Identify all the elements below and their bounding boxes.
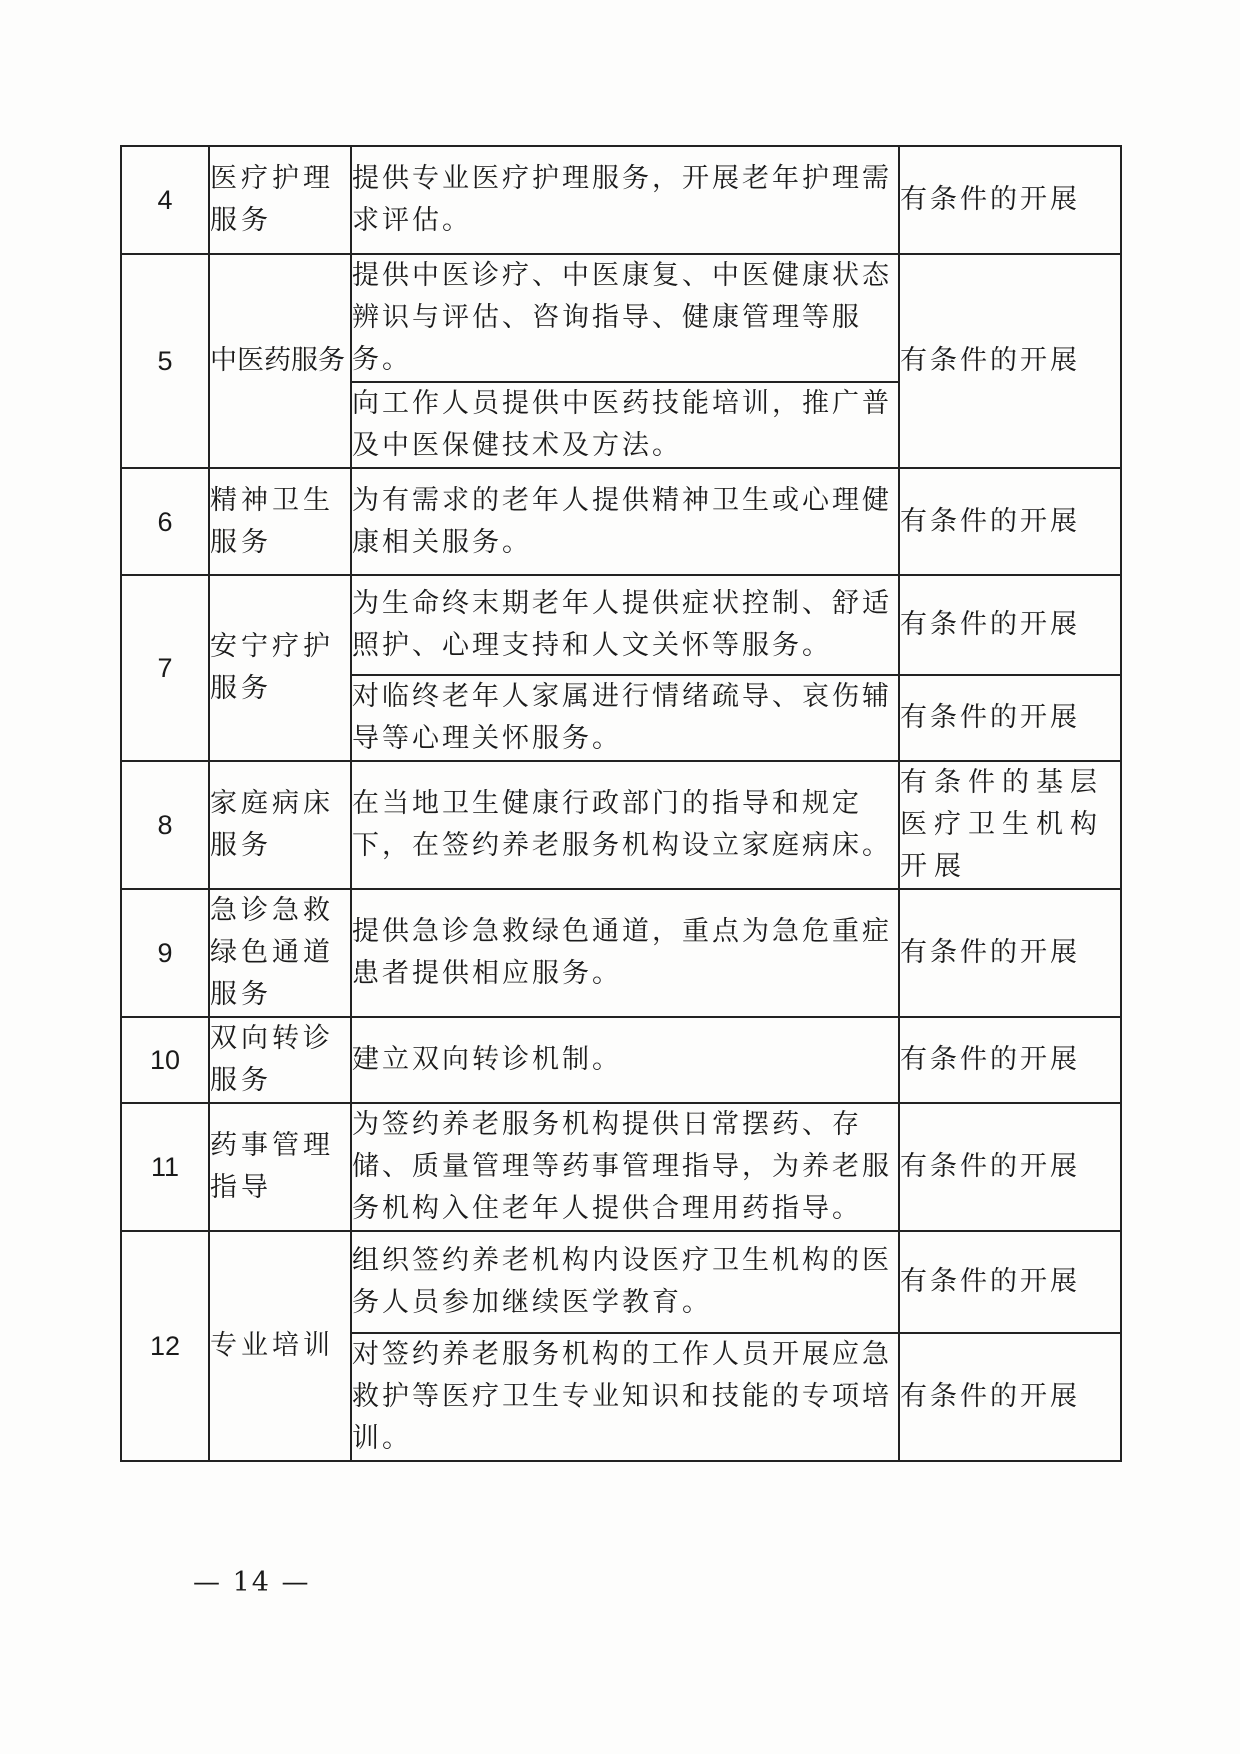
service-table — [120, 145, 1122, 1462]
row-number: 10 — [121, 1017, 209, 1103]
row-number: 6 — [121, 468, 209, 575]
service-content: 为有需求的老年人提供精神卫生或心理健康相关服务。 — [351, 468, 899, 575]
service-content: 在当地卫生健康行政部门的指导和规定下，在签约养老服务机构设立家庭病床。 — [351, 761, 899, 889]
service-content: 组织签约养老机构内设医疗卫生机构的医务人员参加继续医学教育。 — [351, 1231, 899, 1333]
row-number: 8 — [121, 761, 209, 889]
service-content: 对签约养老服务机构的工作人员开展应急救护等医疗卫生专业知识和技能的专项培训。 — [351, 1333, 899, 1461]
table-row — [121, 468, 1121, 575]
service-name: 医疗护理服务 — [209, 146, 351, 254]
page-number: — 14 — — [193, 1567, 311, 1598]
table-row — [121, 1017, 1121, 1103]
service-content: 提供中医诊疗、中医康复、中医健康状态辨识与评估、咨询指导、健康管理等服务。 — [351, 254, 899, 382]
row-number: 11 — [121, 1103, 209, 1231]
service-condition: 有条件的开展 — [899, 575, 1121, 675]
table-row — [121, 254, 1121, 382]
row-number: 4 — [121, 146, 209, 254]
service-content: 向工作人员提供中医药技能培训，推广普及中医保健技术及方法。 — [351, 382, 899, 468]
service-name: 中医药服务 — [209, 254, 351, 468]
service-name: 双向转诊服务 — [209, 1017, 351, 1103]
service-condition: 有条件的开展 — [899, 146, 1121, 254]
service-condition: 有条件的开展 — [899, 1231, 1121, 1333]
service-condition: 有条件的基层医疗卫生机构开展 — [899, 761, 1121, 889]
service-name: 精神卫生服务 — [209, 468, 351, 575]
service-condition: 有条件的开展 — [899, 675, 1121, 761]
table-row — [121, 146, 1121, 254]
service-name: 药事管理指导 — [209, 1103, 351, 1231]
service-condition: 有条件的开展 — [899, 889, 1121, 1017]
table-row — [121, 575, 1121, 675]
row-number: 9 — [121, 889, 209, 1017]
service-condition: 有条件的开展 — [899, 254, 1121, 468]
service-content: 提供急诊急救绿色通道，重点为急危重症患者提供相应服务。 — [351, 889, 899, 1017]
table-row — [121, 1103, 1121, 1231]
row-number: 5 — [121, 254, 209, 468]
service-name: 急诊急救绿色通道服务 — [209, 889, 351, 1017]
service-name: 家庭病床服务 — [209, 761, 351, 889]
service-condition: 有条件的开展 — [899, 1103, 1121, 1231]
table-row — [121, 1231, 1121, 1333]
service-condition: 有条件的开展 — [899, 1017, 1121, 1103]
service-content: 为生命终末期老年人提供症状控制、舒适照护、心理支持和人文关怀等服务。 — [351, 575, 899, 675]
service-condition: 有条件的开展 — [899, 468, 1121, 575]
service-content: 提供专业医疗护理服务，开展老年护理需求评估。 — [351, 146, 899, 254]
service-name: 专业培训 — [209, 1231, 351, 1461]
table-row — [121, 761, 1121, 889]
service-condition: 有条件的开展 — [899, 1333, 1121, 1461]
row-number: 12 — [121, 1231, 209, 1461]
service-content: 对临终老年人家属进行情绪疏导、哀伤辅导等心理关怀服务。 — [351, 675, 899, 761]
table-row — [121, 889, 1121, 1017]
service-name: 安宁疗护服务 — [209, 575, 351, 761]
service-content: 为签约养老服务机构提供日常摆药、存储、质量管理等药事管理指导，为养老服务机构入住老年人提供合理用药指导。 — [351, 1103, 899, 1231]
row-number: 7 — [121, 575, 209, 761]
service-content: 建立双向转诊机制。 — [351, 1017, 899, 1103]
